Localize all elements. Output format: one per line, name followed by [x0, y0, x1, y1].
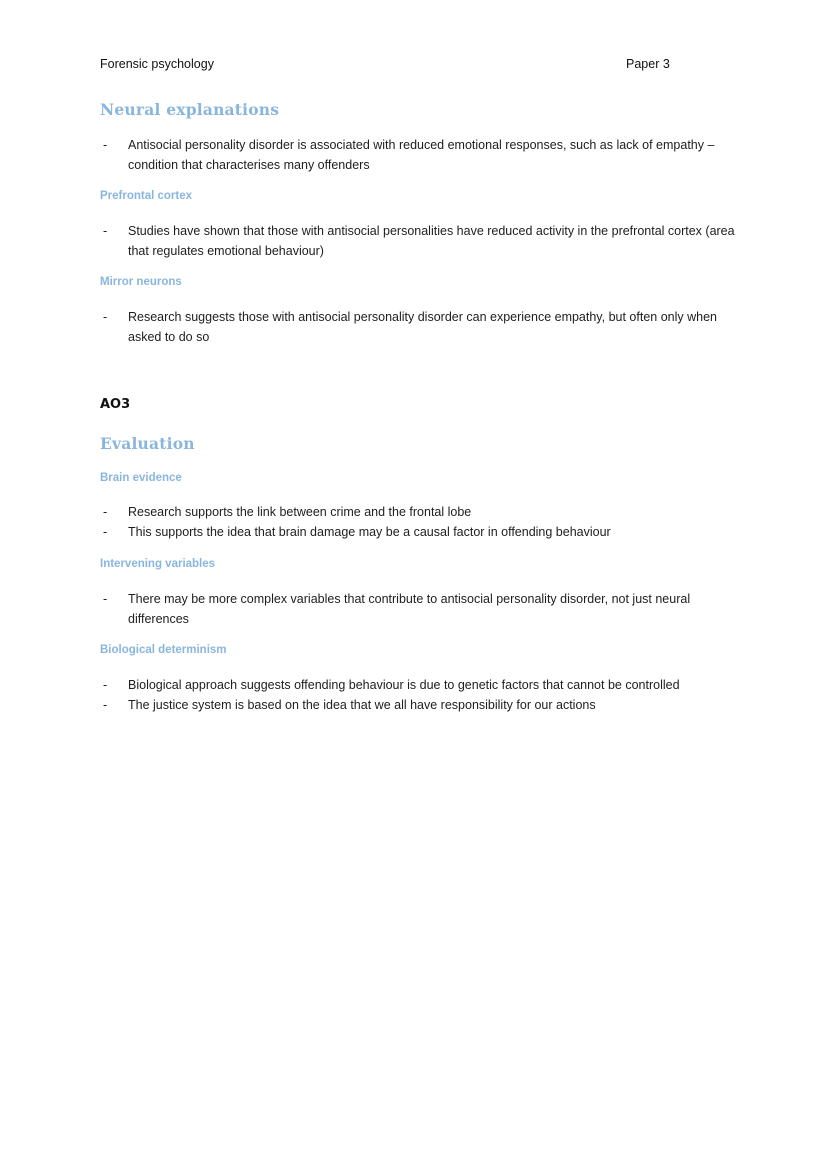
- mirror-list: [100, 308, 740, 347]
- heading-neural-explanations: Neural explanations: [100, 100, 280, 119]
- subheading-biological-determinism: Biological determinism: [100, 644, 227, 656]
- subheading-mirror-neurons: Mirror neurons: [100, 276, 182, 288]
- bullet-dash: -: [103, 524, 108, 539]
- neural-intro-list: [100, 136, 740, 175]
- bullet-text: Studies have shown that those with antisocial personalities have reduced activity in the prefrontal cortex (area that regulates emotional behaviour): [128, 224, 735, 258]
- list-item: [100, 523, 740, 543]
- bullet-text: The justice system is based on the idea that we all have responsibility for our actions: [128, 697, 596, 712]
- bullet-text: This supports the idea that brain damage may be a causal factor in offending behaviour: [128, 524, 611, 539]
- list-item: [100, 696, 740, 716]
- list-item: [100, 676, 740, 696]
- intervening-list: [100, 590, 740, 629]
- list-item: [100, 308, 740, 347]
- bullet-dash: -: [103, 138, 108, 152]
- list-item: [100, 503, 740, 523]
- subheading-brain-evidence: Brain evidence: [100, 472, 182, 484]
- header-paper: Paper 3: [626, 57, 670, 71]
- bullet-dash: -: [103, 224, 108, 238]
- subheading-intervening-variables: Intervening variables: [100, 558, 216, 570]
- bullet-text: Antisocial personality disorder is associated with reduced emotional responses, such as lack of empathy – condition that characterises many offenders: [128, 138, 715, 172]
- list-item: [100, 136, 740, 175]
- bullet-dash: -: [103, 678, 108, 692]
- subheading-prefrontal-cortex: Prefrontal cortex: [100, 190, 193, 202]
- bullet-dash: -: [103, 310, 108, 324]
- list-item: [100, 222, 740, 261]
- heading-evaluation: Evaluation: [100, 434, 195, 453]
- prefrontal-list: [100, 222, 740, 261]
- bullet-dash: -: [103, 592, 108, 606]
- bullet-text: Research supports the link between crime and the frontal lobe: [128, 505, 472, 519]
- ao3-label: AO3: [100, 397, 131, 412]
- brain-evidence-list: [100, 503, 740, 542]
- bullet-dash: -: [103, 505, 108, 519]
- bullet-text: Research suggests those with antisocial personality disorder can experience empathy, but often only when asked to do so: [128, 310, 717, 344]
- bullet-text: There may be more complex variables that contribute to antisocial personality disorder, not just neural differences: [128, 592, 691, 626]
- list-item: [100, 590, 740, 629]
- determinism-list: [100, 676, 740, 715]
- bullet-text: Biological approach suggests offending behaviour is due to genetic factors that cannot be controlled: [128, 678, 680, 692]
- bullet-dash: -: [103, 697, 108, 712]
- header-subject: Forensic psychology: [100, 57, 214, 71]
